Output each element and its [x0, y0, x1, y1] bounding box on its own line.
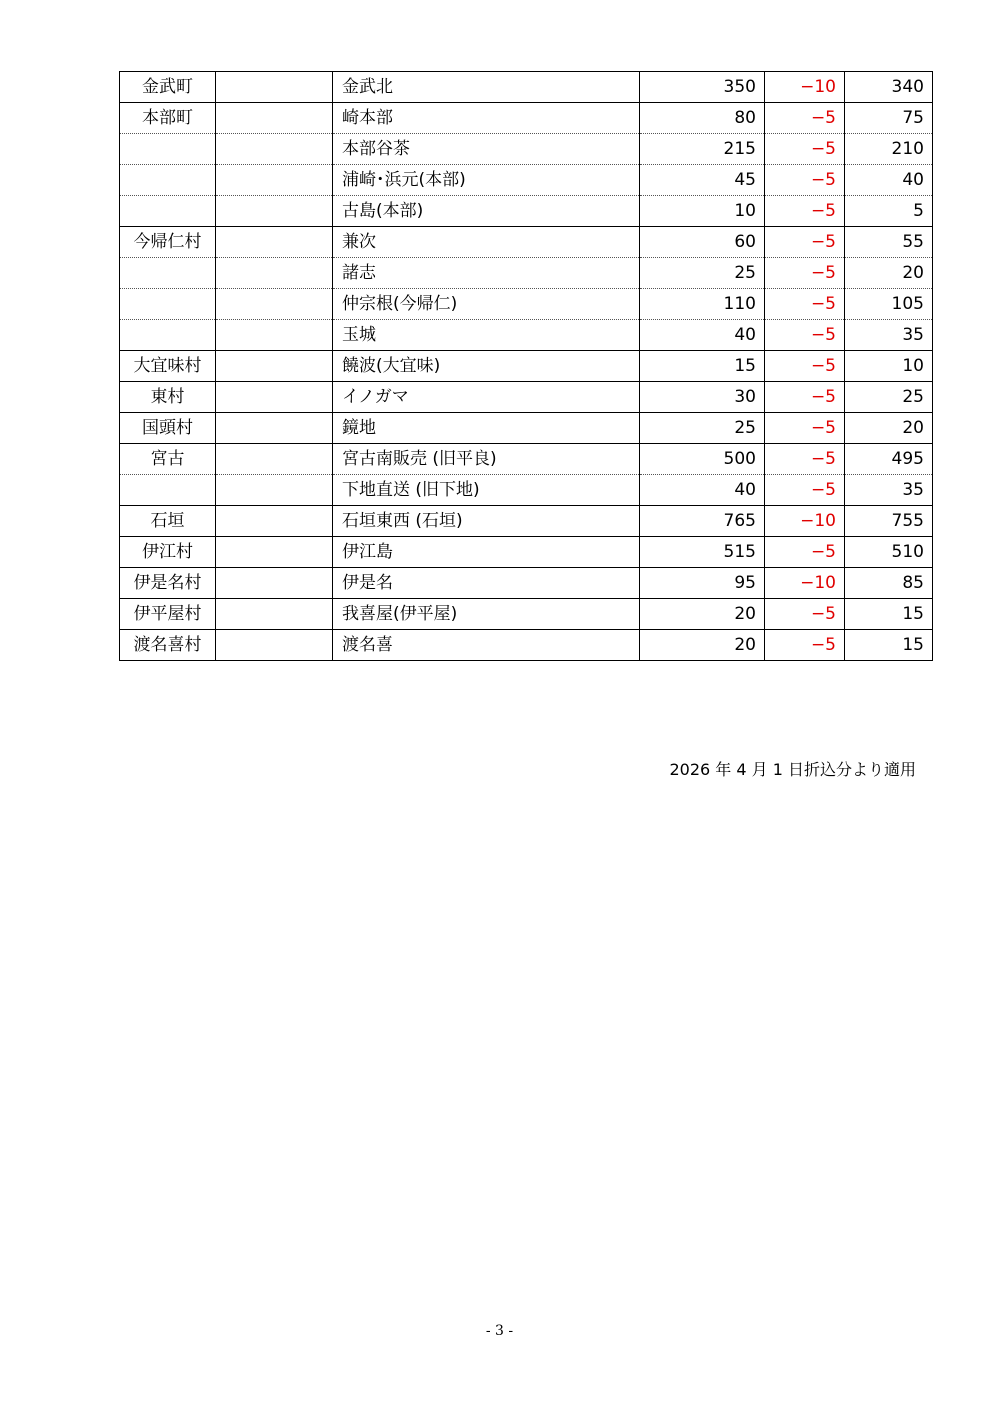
current-count-cell: 30 [640, 382, 765, 413]
blank-cell [216, 320, 333, 351]
current-count-cell: 25 [640, 258, 765, 289]
current-count-cell: 15 [640, 351, 765, 382]
current-count-cell: 25 [640, 413, 765, 444]
municipality-cell: 石垣 [120, 506, 216, 537]
municipality-cell [120, 320, 216, 351]
municipality-cell: 今帰仁村 [120, 227, 216, 258]
table-row [120, 475, 933, 506]
current-count-cell: 20 [640, 630, 765, 661]
current-count-cell: 765 [640, 506, 765, 537]
new-count-cell: 20 [845, 258, 933, 289]
municipality-cell: 東村 [120, 382, 216, 413]
change-count-cell: −5 [765, 258, 845, 289]
area-cell: 石垣東西 (石垣) [333, 506, 640, 537]
new-count-cell: 20 [845, 413, 933, 444]
change-count-cell: −5 [765, 165, 845, 196]
area-cell: 伊是名 [333, 568, 640, 599]
area-cell: 本部谷茶 [333, 134, 640, 165]
table-row [120, 320, 933, 351]
current-count-cell: 40 [640, 475, 765, 506]
table-row [120, 289, 933, 320]
municipality-cell: 伊江村 [120, 537, 216, 568]
current-count-cell: 350 [640, 72, 765, 103]
current-count-cell: 110 [640, 289, 765, 320]
change-count-cell: −5 [765, 227, 845, 258]
municipality-cell: 国頭村 [120, 413, 216, 444]
current-count-cell: 10 [640, 196, 765, 227]
table-row [120, 444, 933, 475]
blank-cell [216, 72, 333, 103]
change-count-cell: −5 [765, 444, 845, 475]
current-count-cell: 20 [640, 599, 765, 630]
current-count-cell: 215 [640, 134, 765, 165]
area-cell: 宮古南販売 (旧平良) [333, 444, 640, 475]
table-row [120, 165, 933, 196]
change-count-cell: −5 [765, 320, 845, 351]
blank-cell [216, 134, 333, 165]
table-row [120, 506, 933, 537]
table-row [120, 599, 933, 630]
area-cell: 鏡地 [333, 413, 640, 444]
area-cell: 仲宗根(今帰仁) [333, 289, 640, 320]
blank-cell [216, 413, 333, 444]
table-row [120, 568, 933, 599]
area-cell: 崎本部 [333, 103, 640, 134]
change-count-cell: −5 [765, 351, 845, 382]
blank-cell [216, 382, 333, 413]
distribution-table [119, 71, 933, 661]
blank-cell [216, 444, 333, 475]
current-count-cell: 45 [640, 165, 765, 196]
blank-cell [216, 289, 333, 320]
new-count-cell: 35 [845, 320, 933, 351]
area-cell: 玉城 [333, 320, 640, 351]
blank-cell [216, 227, 333, 258]
new-count-cell: 25 [845, 382, 933, 413]
area-cell: イノガマ [333, 382, 640, 413]
municipality-cell: 渡名喜村 [120, 630, 216, 661]
area-cell: 下地直送 (旧下地) [333, 475, 640, 506]
change-count-cell: −5 [765, 630, 845, 661]
municipality-cell: 金武町 [120, 72, 216, 103]
change-count-cell: −5 [765, 599, 845, 630]
table-row [120, 227, 933, 258]
new-count-cell: 75 [845, 103, 933, 134]
blank-cell [216, 165, 333, 196]
area-cell: 金武北 [333, 72, 640, 103]
area-cell: 浦崎･浜元(本部) [333, 165, 640, 196]
table-row [120, 258, 933, 289]
change-count-cell: −5 [765, 475, 845, 506]
municipality-cell [120, 289, 216, 320]
municipality-cell [120, 134, 216, 165]
new-count-cell: 35 [845, 475, 933, 506]
change-count-cell: −5 [765, 382, 845, 413]
new-count-cell: 210 [845, 134, 933, 165]
blank-cell [216, 258, 333, 289]
area-cell: 古島(本部) [333, 196, 640, 227]
municipality-cell: 大宜味村 [120, 351, 216, 382]
area-cell: 諸志 [333, 258, 640, 289]
table-row [120, 382, 933, 413]
current-count-cell: 80 [640, 103, 765, 134]
new-count-cell: 40 [845, 165, 933, 196]
current-count-cell: 40 [640, 320, 765, 351]
current-count-cell: 515 [640, 537, 765, 568]
new-count-cell: 15 [845, 599, 933, 630]
blank-cell [216, 599, 333, 630]
change-count-cell: −10 [765, 506, 845, 537]
effective-date-note: 2026 年 4 月 1 日折込分より適用 [669, 760, 916, 779]
municipality-cell: 本部町 [120, 103, 216, 134]
table-row [120, 537, 933, 568]
page-number: - 3 - [485, 1323, 514, 1339]
area-cell: 我喜屋(伊平屋) [333, 599, 640, 630]
blank-cell [216, 506, 333, 537]
new-count-cell: 510 [845, 537, 933, 568]
new-count-cell: 105 [845, 289, 933, 320]
blank-cell [216, 568, 333, 599]
current-count-cell: 500 [640, 444, 765, 475]
area-cell: 饒波(大宜味) [333, 351, 640, 382]
current-count-cell: 60 [640, 227, 765, 258]
blank-cell [216, 103, 333, 134]
municipality-cell: 伊平屋村 [120, 599, 216, 630]
change-count-cell: −5 [765, 289, 845, 320]
table-row [120, 72, 933, 103]
change-count-cell: −5 [765, 134, 845, 165]
municipality-cell [120, 196, 216, 227]
municipality-cell [120, 475, 216, 506]
table-row [120, 413, 933, 444]
municipality-cell: 宮古 [120, 444, 216, 475]
area-cell: 兼次 [333, 227, 640, 258]
municipality-cell: 伊是名村 [120, 568, 216, 599]
blank-cell [216, 537, 333, 568]
change-count-cell: −5 [765, 413, 845, 444]
blank-cell [216, 630, 333, 661]
new-count-cell: 10 [845, 351, 933, 382]
table-row [120, 103, 933, 134]
table-row [120, 196, 933, 227]
new-count-cell: 495 [845, 444, 933, 475]
new-count-cell: 85 [845, 568, 933, 599]
area-cell: 渡名喜 [333, 630, 640, 661]
new-count-cell: 340 [845, 72, 933, 103]
change-count-cell: −10 [765, 568, 845, 599]
new-count-cell: 15 [845, 630, 933, 661]
change-count-cell: −5 [765, 196, 845, 227]
new-count-cell: 5 [845, 196, 933, 227]
table-row [120, 630, 933, 661]
municipality-cell [120, 165, 216, 196]
table-body [120, 72, 933, 661]
municipality-cell [120, 258, 216, 289]
table-row [120, 134, 933, 165]
blank-cell [216, 196, 333, 227]
blank-cell [216, 475, 333, 506]
change-count-cell: −10 [765, 72, 845, 103]
current-count-cell: 95 [640, 568, 765, 599]
change-count-cell: −5 [765, 537, 845, 568]
new-count-cell: 55 [845, 227, 933, 258]
area-cell: 伊江島 [333, 537, 640, 568]
table-row [120, 351, 933, 382]
new-count-cell: 755 [845, 506, 933, 537]
blank-cell [216, 351, 333, 382]
change-count-cell: −5 [765, 103, 845, 134]
